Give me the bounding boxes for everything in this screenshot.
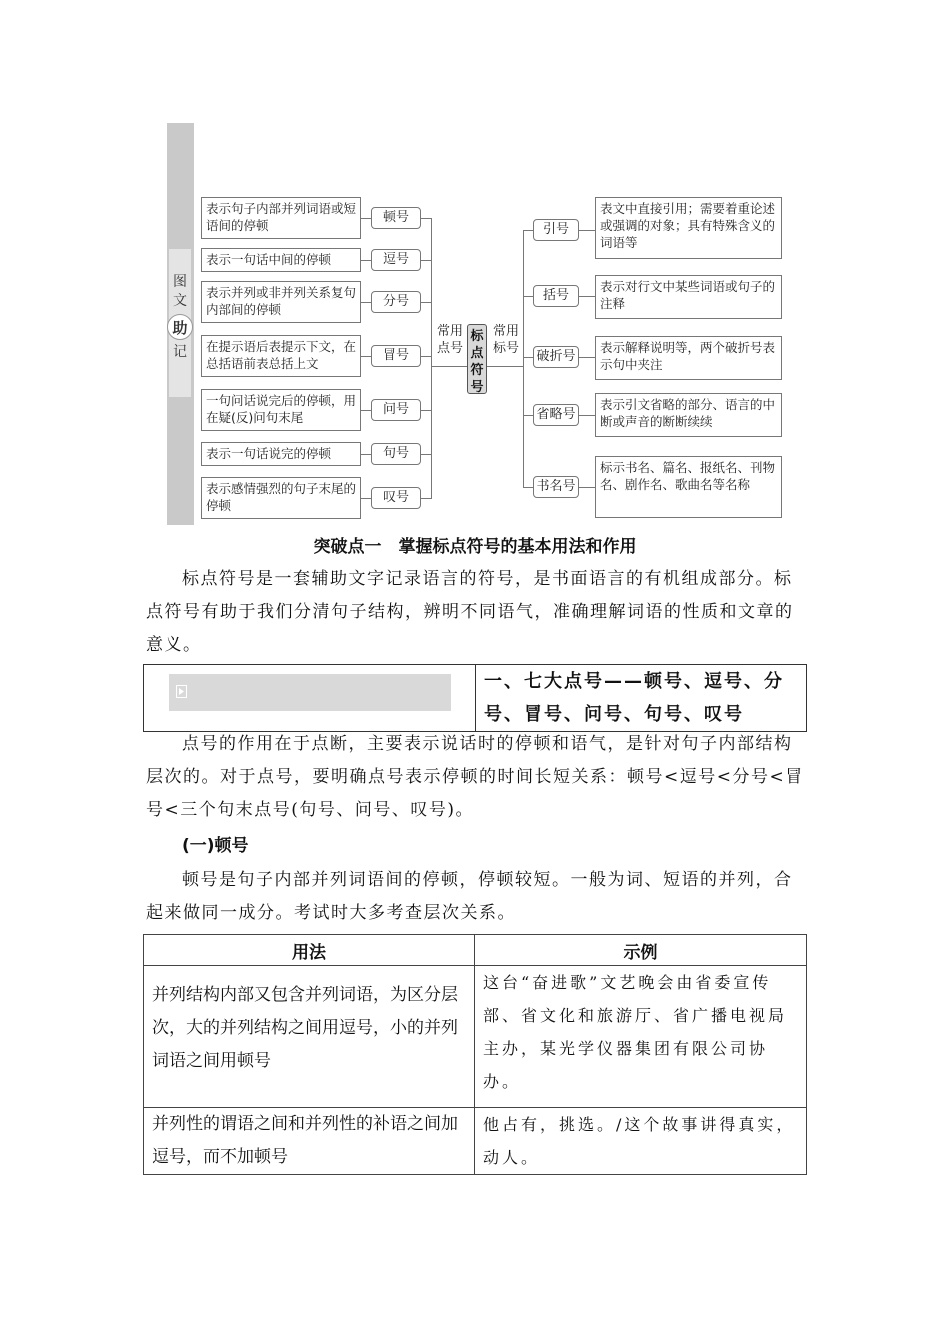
mark-desc-yinhao: 表文中直接引用；需要着重论述或强调的对象；具有特殊含义的词语等 <box>595 197 782 259</box>
center-node-char: 符 <box>470 363 484 378</box>
mark-tag-shenglvehao: 省略号 <box>533 404 579 426</box>
mark-tag-fenhao: 分号 <box>371 291 421 313</box>
mark-tag-wenhao: 问号 <box>371 399 421 421</box>
mark-tag-dunhao: 顿号 <box>371 207 421 229</box>
mark-desc-dunhao: 表示句子内部并列词语或短语间的停顿 <box>201 197 361 239</box>
center-node-char: 号 <box>470 380 484 395</box>
mark-tag-maohao: 冒号 <box>371 345 421 367</box>
table-cell-example: 这台“奋进歌”文艺晚会由省委宣传部、省文化和旅游厅、省广播电视局主办，某光学仪器集团有限公司协办。 <box>475 966 807 1108</box>
table-cell-usage: 并列性的谓语之间和并列性的补语之间加逗号，而不加顿号 <box>144 1108 475 1175</box>
dunhao-paragraph: 顿号是句子内部并列词语间的停顿，停顿较短。一般为词、短语的并列，合起来做同一成分。考试时大多考查层次关系。 <box>146 870 793 923</box>
mark-desc-wenhao: 一句问话说完后的停顿，用在疑(反)问句末尾 <box>201 389 361 431</box>
left-caption-line: 点号 <box>436 341 463 356</box>
mark-tag-juhao: 句号 <box>371 443 421 465</box>
table-row <box>144 966 807 1108</box>
punctuation-mind-map <box>167 123 787 525</box>
table-header-example: 示例 <box>475 935 807 966</box>
banner-title: 一、七大点号——顿号、逗号、分号、冒号、问号、句号、叹号 <box>484 671 784 725</box>
mark-tag-shuminghao: 书名号 <box>533 476 579 498</box>
right-caption-line: 常用 <box>492 324 519 339</box>
table-header-usage: 用法 <box>144 935 475 966</box>
mark-desc-douhao: 表示一句话中间的停顿 <box>201 248 361 272</box>
side-label-char: 图 <box>173 274 187 290</box>
left-caption-line: 常用 <box>436 324 463 339</box>
mark-tag-tanhao: 叹号 <box>371 487 421 509</box>
banner-media-bar <box>169 674 451 711</box>
table-row <box>144 1108 807 1175</box>
mark-desc-shenglvehao: 表示引文省略的部分、语言的中断或声音的断断续续 <box>595 393 782 437</box>
right-caption <box>489 323 523 357</box>
mark-tag-kuohao: 括号 <box>533 285 579 307</box>
left-caption <box>433 323 467 357</box>
dunhao-usage-table <box>143 934 807 1175</box>
section-banner <box>143 664 807 732</box>
side-label-char: 文 <box>173 293 187 309</box>
table-cell-usage: 并列结构内部又包含并列词语，为区分层次，大的并列结构之间用逗号，小的并列词语之间用顿号 <box>144 966 475 1108</box>
right-caption-line: 标号 <box>492 341 519 356</box>
center-node-punctuation <box>467 324 487 394</box>
play-icon[interactable] <box>176 685 187 698</box>
side-label-circle-char: 助 <box>167 314 193 340</box>
table-header-row <box>144 935 807 966</box>
mark-desc-fenhao: 表示并列或非并列关系复句内部间的停顿 <box>201 281 361 323</box>
point-paragraph: 点号的作用在于点断，主要表示说话时的停顿和语气，是针对句子内部结构层次的。对于点号，要明确点号表示停顿的时间长短关系：顿号<逗号<分号<冒号<三个句末点号(句号、问号、叹号)。 <box>146 734 804 820</box>
mark-desc-maohao: 在提示语后表提示下文，在总括语前表总括上文 <box>201 335 361 377</box>
mark-desc-pozhehao: 表示解释说明等，两个破折号表示句中夹注 <box>595 336 782 380</box>
mark-tag-yinhao: 引号 <box>533 219 579 241</box>
intro-paragraph: 标点符号是一套辅助文字记录语言的符号，是书面语言的有机组成部分。标点符号有助于我们分清句子结构，辨明不同语气，准确理解词语的性质和文章的意义。 <box>146 569 794 655</box>
mark-desc-tanhao: 表示感情强烈的句子末尾的停顿 <box>201 477 361 519</box>
mark-desc-juhao: 表示一句话说完的停顿 <box>201 442 361 466</box>
mark-tag-douhao: 逗号 <box>371 249 421 271</box>
table-cell-example: 他占有，挑选。/这个故事讲得真实，动人。 <box>475 1108 807 1175</box>
section-heading: 突破点一 掌握标点符号的基本用法和作用 <box>313 537 637 557</box>
side-label <box>169 249 191 397</box>
mark-desc-shuminghao: 标示书名、篇名、报纸名、刊物名、剧作名、歌曲名等名称 <box>595 456 782 518</box>
banner-divider <box>475 665 476 731</box>
center-node-char: 标 <box>470 329 484 344</box>
subheading-dunhao: (一)顿号 <box>182 836 249 856</box>
center-node-char: 点 <box>470 346 484 361</box>
mark-desc-kuohao: 表示对行文中某些词语或句子的注释 <box>595 275 782 319</box>
side-label-char: 记 <box>173 344 187 360</box>
mark-tag-pozhehao: 破折号 <box>533 346 579 368</box>
